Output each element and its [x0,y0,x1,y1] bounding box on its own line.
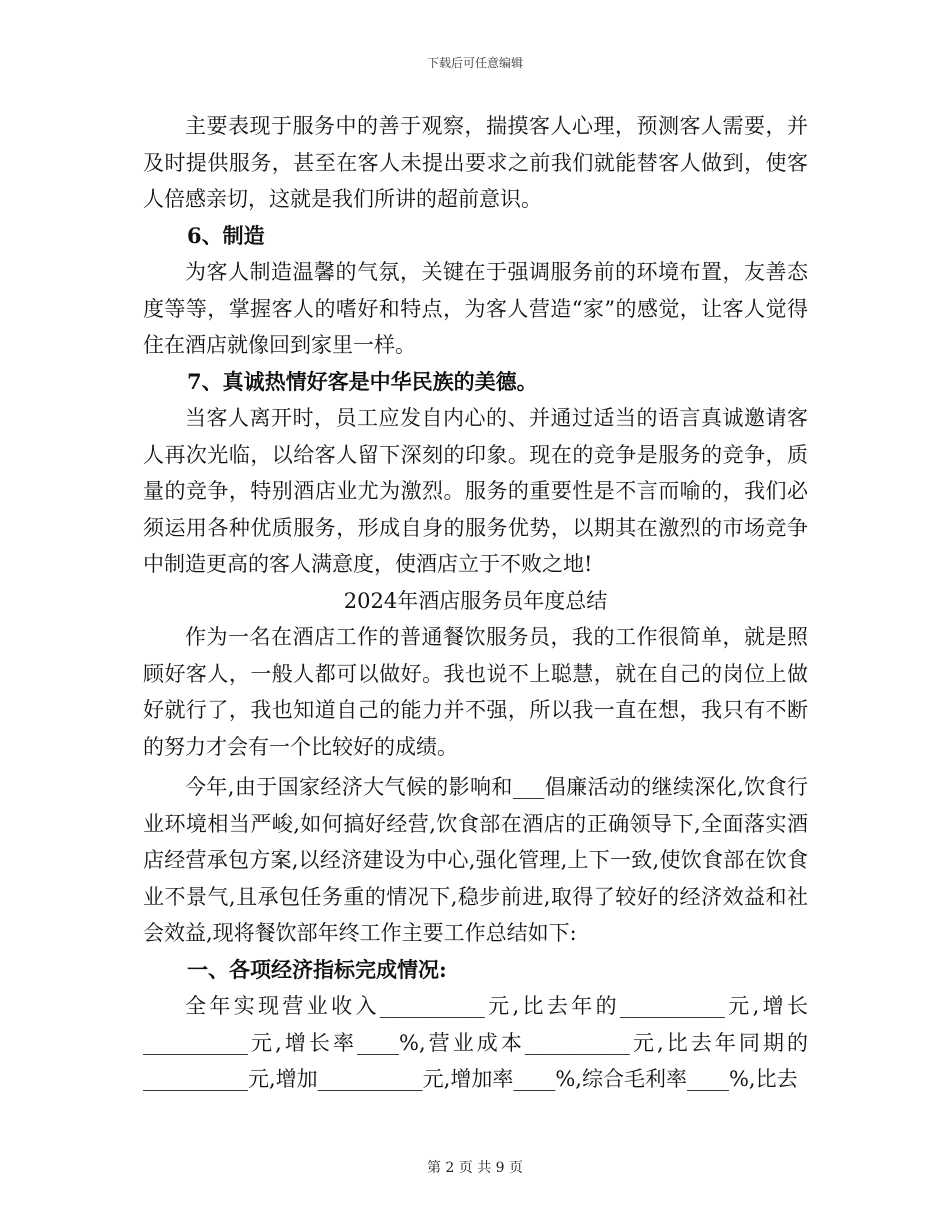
section-heading: 一、各项经济指标完成情况: [187,956,447,982]
paragraph: 为客人制造温馨的气氛，关键在于强调服务前的环境布置，友善态度等等，掌握客人的嗜好和特点，为客人营造“家”的感觉，让客人觉得住在酒店就像回到家里一样。 [143,260,808,357]
paragraph: 主要表现于服务中的善于观察，揣摸客人心理，预测客人需要，并及时提供服务，甚至在客人未提出要求之前我们就能替客人做到，使客人倍感亲切，这就是我们所讲的超前意识。 [143,114,808,211]
page-header: 下载后可任意编辑 [426,56,523,70]
document-body [143,108,808,1098]
section-heading: 6、制造 [187,222,265,248]
paragraph: 作为一名在酒店工作的普通餐饮服务员，我的工作很简单，就是照顾好客人，一般人都可以做好。我也说不上聪慧，就在自己的岗位上做好就行了，我也知道自己的能力并不强，所以我一直在想，我只有不断的努力才会有一个比较好的成绩。 [143,625,808,759]
paragraph: 全年实现营业收入__________元,比去年的__________元,增长__________元,增长率____%,营业成本__________元,比去年同期的__________元,增加__________元,增加率____%,综合毛利率____%,比去 [143,994,808,1091]
paragraph: 当客人离开时，员工应发自内心的、并通过适当的语言真诚邀请客人再次光临，以给客人留下深刻的印象。现在的竞争是服务的竞争，质量的竞争，特别酒店业尤为激烈。服务的重要性是不言而喻的，我们必须运用各种优质服务，形成自身的服务优势，以期其在激烈的市场竞争中制造更高的客人满意度，使酒店立于不败之地! [143,406,808,576]
section-heading: 7、真诚热情好客是中华民族的美德。 [187,368,538,394]
document-title: 2024年酒店服务员年度总结 [343,588,608,613]
paragraph: 今年,由于国家经济大气候的影响和___倡廉活动的继续深化,饮食行业环境相当严峻,如何搞好经营,饮食部在酒店的正确领导下,全面落实酒店经营承包方案,以经济建设为中心,强化管理,上下一致,使饮食部在饮食业不景气,且承包任务重的情况下,稳步前进,取得了较好的经济效益和社会效益,现将餐饮部年终工作主要工作总结如下: [143,775,808,945]
page-footer: 第 2 页 共 9 页 [426,1160,524,1176]
